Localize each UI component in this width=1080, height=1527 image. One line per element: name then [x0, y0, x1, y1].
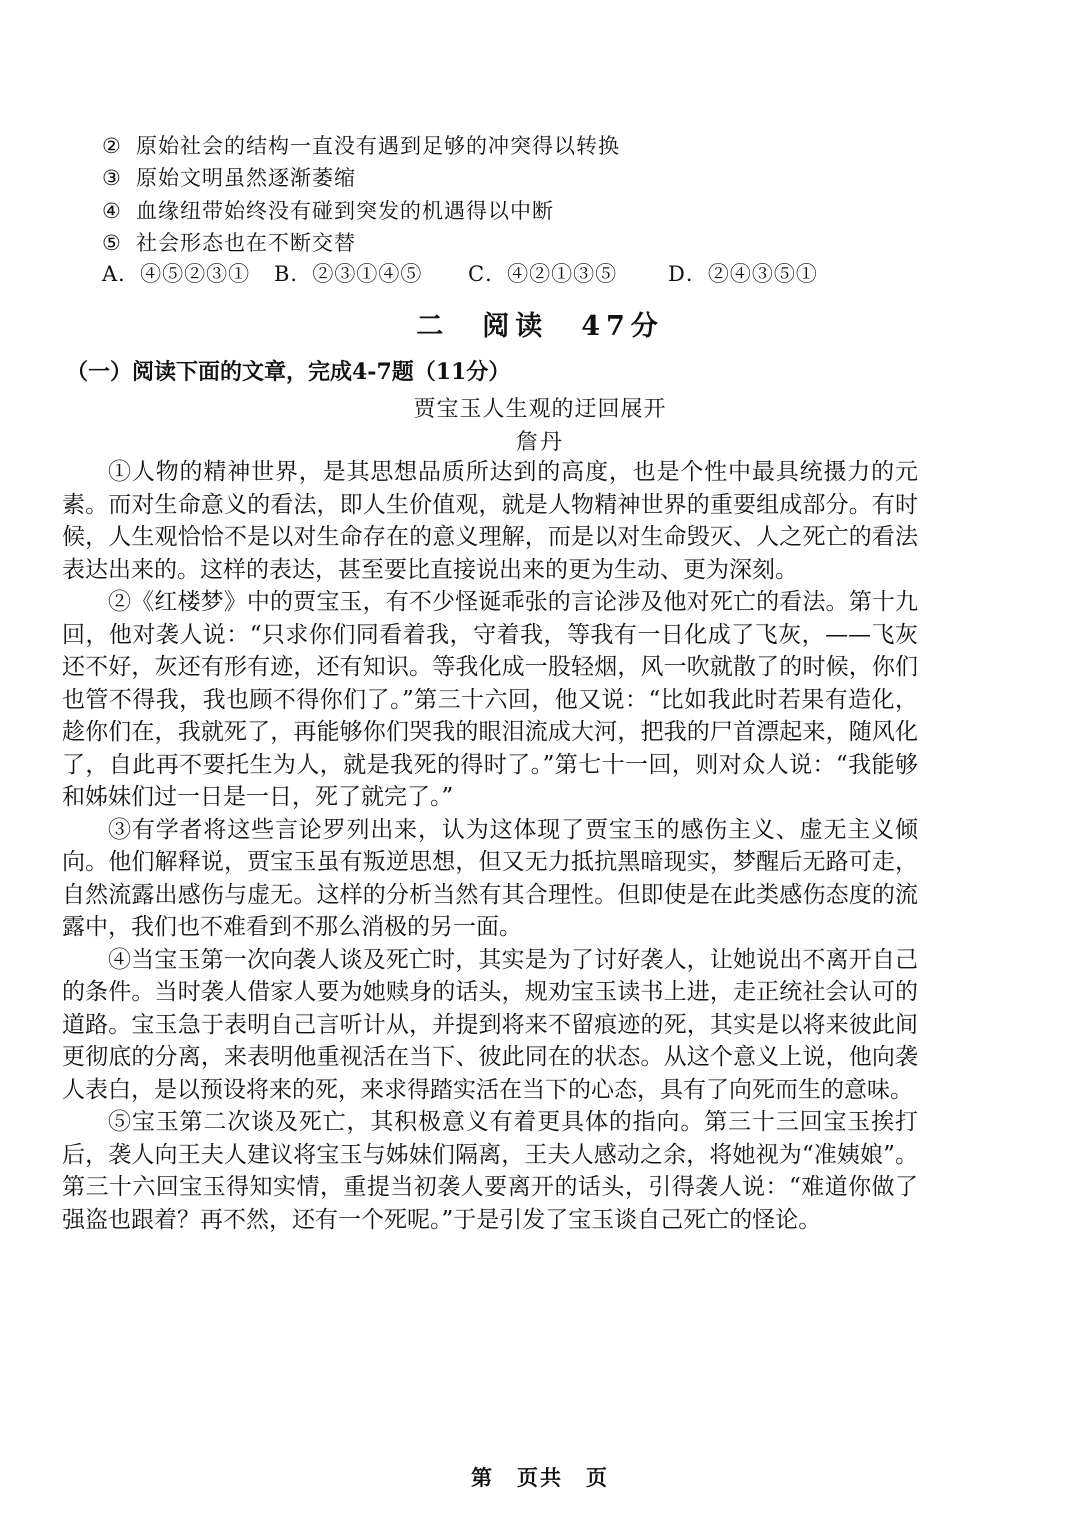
- option-text: 血缘纽带始终没有碰到突发的机遇得以中断: [136, 199, 554, 223]
- choice-c: C．④②①③⑤: [468, 262, 618, 286]
- option-number: ②: [102, 134, 122, 158]
- paragraph: ②《红楼梦》中的贾宝玉，有不少怪诞乖张的言论涉及他对死亡的看法。第十九回，他对袭人说：“只求你们同看着我，守着我，等我有一日化成了飞灰，——飞灰还不好，灰还有形有迹，还有知识。等我化成一股轻烟，风一吹就散了的时候，你们也管不得我，我也顾不得你们了。”第三十六回，他又说：“比如我此时若果有造化，趁你们在，我就死了，再能够你们哭我的眼泪流成大河，把我的尸首漂起来，随风化了，自此再不要托生为人，就是我死的得时了。”第七十一回，则对众人说：“我能够和姊妹们过一日是一日，死了就完了。”: [62, 589, 918, 810]
- page-footer: 第 页共 页: [471, 1465, 609, 1490]
- choice-d: D．②④③⑤①: [668, 262, 818, 286]
- option-text: 社会形态也在不断交替: [136, 231, 356, 255]
- choice-a: A．④⑤②③①: [102, 262, 251, 286]
- option-number: ④: [102, 199, 122, 223]
- option-number: ③: [102, 166, 122, 190]
- article-body: [62, 456, 918, 1236]
- paragraph: ③有学者将这些言论罗列出来，认为这体现了贾宝玉的感伤主义、虚无主义倾向。他们解释说，贾宝玉虽有叛逆思想，但又无力抵抗黑暗现实，梦醒后无路可走，自然流露出感伤与虚无。这样的分析当然有其合理性。但即使是在此类感伤态度的流露中，我们也不难看到不那么消极的另一面。: [62, 816, 918, 940]
- paragraph: ①人物的精神世界，是其思想品质所达到的高度，也是个性中最具统摄力的元素。而对生命意义的看法，即人生价值观，就是人物精神世界的重要组成部分。有时候，人生观恰恰不是以对生命存在的意义理解，而是以对生命毁灭、人之死亡的看法表达出来的。这样的表达，甚至要比直接说出来的更为生动、更为深刻。: [62, 459, 918, 583]
- choice-b: B．②③①④⑤: [274, 262, 423, 286]
- paragraph: ④当宝玉第一次向袭人谈及死亡时，其实是为了讨好袭人，让她说出不离开自己的条件。当时袭人借家人要为她赎身的话头，规劝宝玉读书上进，走正统社会认可的道路。宝玉急于表明自己言听计从，并提到将来不留痕迹的死，其实是以将来彼此间更彻底的分离，来表明他重视活在当下、彼此同在的状态。从这个意义上说，他向袭人表白，是以预设将来的死，来求得踏实活在当下的心态，具有了向死而生的意味。: [62, 946, 918, 1103]
- option-number: ⑤: [102, 231, 122, 255]
- option-text: 原始社会的结构一直没有遇到足够的冲突得以转换: [136, 134, 620, 158]
- option-text: 原始文明虽然逐渐萎缩: [136, 166, 356, 190]
- option-item: [102, 162, 356, 192]
- option-item: [102, 130, 620, 160]
- paragraph: ⑤宝玉第二次谈及死亡，其积极意义有着更具体的指向。第三十三回宝玉挨打后，袭人向王夫人建议将宝玉与姊妹们隔离，王夫人感动之余，将她视为“准姨娘”。第三十六回宝玉得知实情，重提当初袭人要离开的话头，引得袭人说：“难道你做了强盗也跟着？再不然，还有一个死呢。”于是引发了宝玉谈自己死亡的怪论。: [62, 1109, 918, 1233]
- section-title: 二 阅读 47分: [416, 311, 664, 342]
- option-item: [102, 227, 356, 257]
- article-author: 詹丹: [515, 430, 564, 455]
- question-instruction: （一）阅读下面的文章，完成4-7题（11分）: [66, 359, 511, 385]
- option-item: [102, 195, 554, 225]
- article-title: 贾宝玉人生观的迂回展开: [413, 397, 667, 422]
